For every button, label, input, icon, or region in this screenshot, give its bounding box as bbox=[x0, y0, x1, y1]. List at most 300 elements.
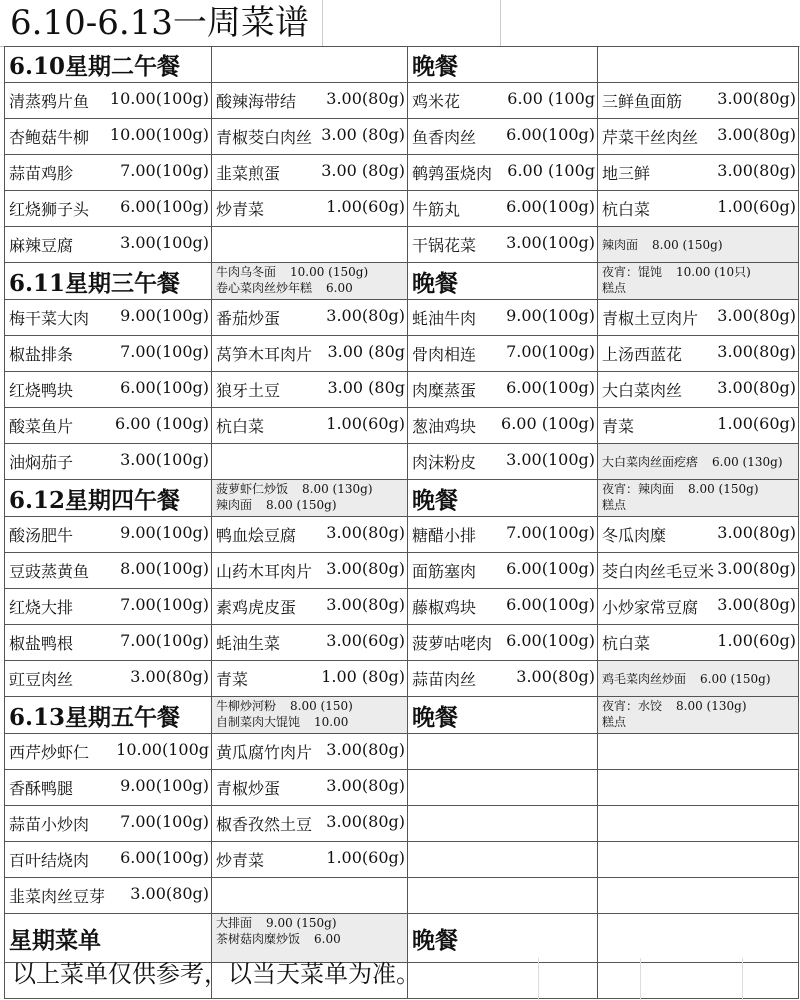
dish-cell bbox=[408, 191, 598, 227]
dish-price: 6.00(100g) bbox=[506, 197, 595, 216]
dish-name: 酸辣海带结 bbox=[216, 92, 297, 111]
dish-name: 山药木耳肉片 bbox=[216, 562, 313, 581]
cell-divider bbox=[742, 958, 743, 1000]
dish-cell bbox=[408, 227, 598, 263]
dish-cell bbox=[212, 119, 408, 155]
dish-cell bbox=[598, 589, 799, 625]
dish-price: 3.00(80g) bbox=[130, 884, 209, 903]
dish-name: 韭菜煎蛋 bbox=[216, 164, 281, 183]
dish-price: 7.00(100g) bbox=[120, 161, 209, 180]
dish-price: 3.00(80g) bbox=[717, 89, 796, 108]
dish-name: 青椒茭白肉丝 bbox=[216, 128, 313, 147]
lunch-header: 6.13星期五午餐 bbox=[5, 697, 212, 734]
dish-price: 6.00 (150g) bbox=[700, 672, 771, 686]
dish-row bbox=[5, 191, 799, 227]
dish-price: 7.00(100g) bbox=[120, 812, 209, 831]
lunch-header: 6.11星期三午餐 bbox=[5, 263, 212, 300]
special-item bbox=[216, 497, 407, 513]
dish-name: 上汤西蓝花 bbox=[602, 345, 683, 364]
dish-cell bbox=[5, 336, 212, 372]
dish-name: 杭白菜 bbox=[216, 417, 265, 436]
dish-cell bbox=[598, 408, 799, 444]
dish-row bbox=[5, 300, 799, 336]
dish-cell bbox=[408, 553, 598, 589]
dish-cell bbox=[598, 517, 799, 553]
dish-row bbox=[5, 119, 799, 155]
dish-price: 3.00(100g) bbox=[506, 450, 595, 469]
dish-name: 番茄炒蛋 bbox=[216, 309, 281, 328]
dish-price: 3.00 (80g bbox=[327, 342, 405, 361]
dish-price: 6.00(100g) bbox=[506, 631, 595, 650]
cell-divider bbox=[640, 958, 641, 1000]
dish-name: 椒盐鸭根 bbox=[9, 634, 74, 653]
special-item bbox=[216, 931, 407, 947]
dish-name: 葱油鸡块 bbox=[412, 417, 477, 436]
cell-divider bbox=[538, 958, 539, 1000]
special-item bbox=[216, 481, 407, 497]
dish-price: 6.00 (100g) bbox=[501, 414, 595, 433]
cell-divider bbox=[322, 0, 323, 46]
dish-name: 炒青菜 bbox=[216, 200, 265, 219]
dish-price: 6.00(100g) bbox=[506, 595, 595, 614]
dish-cell bbox=[212, 83, 408, 119]
dish-name: 西芹炒虾仁 bbox=[9, 743, 90, 762]
dish-price: 3.00(80g) bbox=[516, 667, 595, 686]
dish-cell bbox=[212, 806, 408, 842]
dish-cell bbox=[408, 119, 598, 155]
dish-price: 7.00(100g) bbox=[506, 342, 595, 361]
dish-name: 小炒家常豆腐 bbox=[602, 598, 699, 617]
dish-price: 1.00(60g) bbox=[326, 197, 405, 216]
dish-price: 1.00(60g) bbox=[717, 631, 796, 650]
dish-name: 狼牙土豆 bbox=[216, 381, 281, 400]
dish-price: 3.00(80g) bbox=[717, 306, 796, 325]
dish-price: 1.00(60g) bbox=[717, 197, 796, 216]
dish-name: 豇豆肉丝 bbox=[9, 670, 74, 689]
night-snack-price: 8.00 (150g) bbox=[688, 482, 759, 496]
dish-price: 6.00 (100g bbox=[507, 89, 595, 108]
dish-price: 3.00(80g) bbox=[717, 595, 796, 614]
dish-price: 1.00 (80g) bbox=[321, 667, 405, 686]
dish-name: 青菜 bbox=[216, 670, 249, 689]
dish-cell bbox=[408, 734, 598, 770]
dish-name: 干锅花菜 bbox=[412, 236, 477, 255]
special-dish: 大排面 bbox=[216, 916, 253, 930]
dish-cell bbox=[598, 770, 799, 806]
dish-name: 豆豉蒸黄鱼 bbox=[9, 562, 90, 581]
night-snack-cell bbox=[598, 47, 799, 83]
dish-cell bbox=[5, 842, 212, 878]
dish-price: 6.00(100g) bbox=[120, 378, 209, 397]
dish-name: 骨肉相连 bbox=[412, 345, 477, 364]
dish-cell bbox=[598, 155, 799, 191]
special-dish: 牛柳炒河粉 bbox=[216, 699, 277, 713]
special-price: 8.00 (150g) bbox=[266, 498, 337, 512]
dish-cell bbox=[212, 517, 408, 553]
night-snack-dish: 糕点 bbox=[602, 715, 627, 729]
night-snack-cell bbox=[598, 914, 799, 963]
dinner-header: 晚餐 bbox=[408, 697, 598, 734]
day-header-row bbox=[5, 47, 799, 83]
dish-cell bbox=[598, 661, 799, 697]
special-item bbox=[216, 264, 407, 280]
dish-price: 3.00(80g) bbox=[326, 595, 405, 614]
dish-price: 7.00(100g) bbox=[120, 595, 209, 614]
dish-name: 肉糜蒸蛋 bbox=[412, 381, 477, 400]
night-snack-item bbox=[602, 280, 798, 296]
special-dish: 牛肉乌冬面 bbox=[216, 265, 277, 279]
dish-cell bbox=[408, 517, 598, 553]
dish-price: 3.00(80g) bbox=[717, 559, 796, 578]
dish-price: 3.00 (80g bbox=[327, 378, 405, 397]
night-snack-price bbox=[640, 715, 642, 729]
special-dish: 茶树菇肉糜炒饭 bbox=[216, 932, 301, 946]
night-snack-cell bbox=[598, 697, 799, 734]
dish-cell bbox=[598, 625, 799, 661]
dish-price: 6.00 (130g) bbox=[712, 455, 783, 469]
dish-row bbox=[5, 553, 799, 589]
dish-cell bbox=[598, 372, 799, 408]
dish-price: 8.00(100g) bbox=[120, 559, 209, 578]
dish-row bbox=[5, 842, 799, 878]
lunch-header: 6.12星期四午餐 bbox=[5, 480, 212, 517]
dish-cell bbox=[408, 878, 598, 914]
special-price: 10.00 bbox=[314, 715, 349, 729]
dish-row bbox=[5, 878, 799, 914]
dish-name: 冬瓜肉糜 bbox=[602, 526, 667, 545]
day-header-row bbox=[5, 697, 799, 734]
dish-cell bbox=[212, 155, 408, 191]
dish-price: 3.00(80g) bbox=[326, 776, 405, 795]
dish-name: 莴笋木耳肉片 bbox=[216, 345, 313, 364]
dish-name: 红烧大排 bbox=[9, 598, 74, 617]
dish-name: 杭白菜 bbox=[602, 200, 651, 219]
dish-cell bbox=[5, 734, 212, 770]
dish-row bbox=[5, 625, 799, 661]
dish-price: 3.00(80g) bbox=[326, 523, 405, 542]
dish-cell bbox=[212, 625, 408, 661]
dish-name: 蒜苗肉丝 bbox=[412, 670, 477, 689]
dish-cell bbox=[408, 842, 598, 878]
special-price: 6.00 bbox=[314, 932, 341, 946]
dish-cell bbox=[5, 372, 212, 408]
dish-price: 3.00(80g) bbox=[326, 89, 405, 108]
dish-name: 梅干菜大肉 bbox=[9, 309, 90, 328]
dish-cell bbox=[212, 770, 408, 806]
night-snack-price: 10.00 (10只) bbox=[676, 265, 751, 279]
dish-cell bbox=[408, 806, 598, 842]
dish-cell bbox=[408, 83, 598, 119]
dish-cell bbox=[5, 444, 212, 480]
dish-price: 3.00(80g) bbox=[326, 306, 405, 325]
dish-cell bbox=[408, 444, 598, 480]
dish-price: 10.00(100g) bbox=[109, 125, 209, 144]
night-snack-dish: 夜宵：馄饨 bbox=[602, 265, 663, 279]
dish-name: 大白菜肉丝 bbox=[602, 381, 683, 400]
special-cell bbox=[212, 47, 408, 83]
dish-cell bbox=[598, 300, 799, 336]
dish-cell bbox=[408, 770, 598, 806]
dish-name: 鹌鹑蛋烧肉 bbox=[412, 164, 493, 183]
dish-name: 肉沫粉皮 bbox=[412, 453, 477, 472]
special-item bbox=[216, 280, 407, 296]
dish-cell bbox=[5, 119, 212, 155]
dish-cell bbox=[598, 444, 799, 480]
night-snack-dish: 糕点 bbox=[602, 498, 627, 512]
dish-name: 百叶结烧肉 bbox=[9, 851, 90, 870]
dinner-header: 晚餐 bbox=[408, 480, 598, 517]
dish-cell bbox=[598, 227, 799, 263]
dish-cell bbox=[212, 300, 408, 336]
dish-price: 1.00(60g) bbox=[717, 414, 796, 433]
dish-price: 7.00(100g) bbox=[120, 631, 209, 650]
dish-cell bbox=[5, 553, 212, 589]
dish-cell bbox=[598, 806, 799, 842]
dish-name: 菠萝咕咾肉 bbox=[412, 634, 493, 653]
dish-name: 炒青菜 bbox=[216, 851, 265, 870]
night-snack-dish: 夜宵：辣肉面 bbox=[602, 482, 675, 496]
night-snack-dish: 夜宵：水饺 bbox=[602, 699, 663, 713]
dish-price: 9.00(100g) bbox=[506, 306, 595, 325]
special-dish: 辣肉面 bbox=[216, 498, 253, 512]
dish-cell bbox=[598, 119, 799, 155]
dish-price: 6.00 (100g) bbox=[115, 414, 209, 433]
night-snack-price: 8.00 (130g) bbox=[676, 699, 747, 713]
dish-price: 8.00 (150g) bbox=[652, 238, 723, 252]
dish-cell bbox=[5, 878, 212, 914]
dish-name: 藤椒鸡块 bbox=[412, 598, 477, 617]
dish-cell bbox=[408, 963, 598, 999]
lunch-header: 星期菜单 bbox=[5, 914, 212, 963]
dish-price: 3.00(80g) bbox=[130, 667, 209, 686]
dish-cell bbox=[598, 553, 799, 589]
dish-name: 蒜苗鸡胗 bbox=[9, 164, 74, 183]
dish-cell bbox=[212, 842, 408, 878]
dish-price: 3.00(80g) bbox=[717, 523, 796, 542]
lunch-header: 6.10星期二午餐 bbox=[5, 47, 212, 83]
dish-price: 3.00(100g) bbox=[120, 450, 209, 469]
dish-cell bbox=[212, 372, 408, 408]
dish-name: 韭菜肉丝豆芽 bbox=[9, 887, 106, 906]
dish-name: 素鸡虎皮蛋 bbox=[216, 598, 297, 617]
special-item bbox=[216, 714, 407, 730]
dish-price: 10.00(100g) bbox=[109, 89, 209, 108]
dish-cell bbox=[212, 444, 408, 480]
dish-price: 6.00(100g) bbox=[506, 378, 595, 397]
special-price: 8.00 (150) bbox=[290, 699, 353, 713]
dish-name: 蚝油生菜 bbox=[216, 634, 281, 653]
dish-cell bbox=[5, 806, 212, 842]
day-header-row bbox=[5, 480, 799, 517]
dish-price: 10.00(100g bbox=[116, 740, 209, 759]
dish-price: 3.00(100g) bbox=[120, 233, 209, 252]
dish-cell bbox=[408, 372, 598, 408]
dish-cell bbox=[5, 83, 212, 119]
dish-price: 3.00(80g) bbox=[717, 125, 796, 144]
dish-price: 9.00(100g) bbox=[120, 306, 209, 325]
dish-name: 椒盐排条 bbox=[9, 345, 74, 364]
dish-cell bbox=[212, 589, 408, 625]
dish-cell bbox=[408, 589, 598, 625]
dish-cell bbox=[598, 734, 799, 770]
dish-name: 辣肉面 bbox=[602, 238, 639, 252]
dish-row bbox=[5, 372, 799, 408]
dish-row bbox=[5, 589, 799, 625]
dish-row bbox=[5, 770, 799, 806]
dish-cell bbox=[5, 408, 212, 444]
dish-row bbox=[5, 83, 799, 119]
dish-cell bbox=[5, 227, 212, 263]
dish-name: 三鲜鱼面筋 bbox=[602, 92, 683, 111]
night-snack-item bbox=[602, 497, 798, 513]
night-snack-dish: 糕点 bbox=[602, 281, 627, 295]
dish-name: 鸡毛菜肉丝炒面 bbox=[602, 672, 687, 686]
footer-note: 以上菜单仅供参考，以当天菜单为准。 bbox=[12, 960, 420, 988]
dish-name: 青椒炒蛋 bbox=[216, 779, 281, 798]
dish-cell bbox=[5, 770, 212, 806]
title-bar bbox=[0, 0, 800, 47]
special-dish: 菠萝虾仁炒饭 bbox=[216, 482, 289, 496]
dish-name: 地三鲜 bbox=[602, 164, 651, 183]
dish-name: 红烧鸭块 bbox=[9, 381, 74, 400]
dish-row bbox=[5, 734, 799, 770]
dish-row bbox=[5, 227, 799, 263]
special-dish: 卷心菜肉丝炒年糕 bbox=[216, 281, 313, 295]
dish-row bbox=[5, 336, 799, 372]
dish-price: 7.00(100g) bbox=[120, 342, 209, 361]
night-snack-price bbox=[640, 281, 642, 295]
special-price: 6.00 bbox=[326, 281, 353, 295]
dish-cell bbox=[212, 336, 408, 372]
dish-price: 3.00(60g) bbox=[326, 631, 405, 650]
dish-cell bbox=[408, 625, 598, 661]
dish-price: 3.00(80g) bbox=[326, 812, 405, 831]
night-snack-item bbox=[602, 714, 798, 730]
dish-price: 6.00 (100g bbox=[507, 161, 595, 180]
special-dish: 自制菜肉大馄饨 bbox=[216, 715, 301, 729]
special-cell bbox=[212, 697, 408, 734]
dish-cell bbox=[598, 842, 799, 878]
dish-cell bbox=[5, 191, 212, 227]
dish-name: 糖醋小排 bbox=[412, 526, 477, 545]
dish-price: 6.00(100g) bbox=[120, 848, 209, 867]
dish-cell bbox=[408, 408, 598, 444]
dish-row bbox=[5, 408, 799, 444]
night-snack-cell bbox=[598, 263, 799, 300]
dish-cell bbox=[212, 661, 408, 697]
dish-name: 香酥鸭腿 bbox=[9, 779, 74, 798]
dish-price: 9.00(100g) bbox=[120, 523, 209, 542]
dish-cell bbox=[5, 155, 212, 191]
dish-price: 9.00(100g) bbox=[120, 776, 209, 795]
dish-cell bbox=[5, 589, 212, 625]
special-price: 9.00 (150g) bbox=[266, 916, 337, 930]
dish-price: 6.00(100g) bbox=[120, 197, 209, 216]
day-header-row bbox=[5, 263, 799, 300]
night-snack-item bbox=[602, 481, 798, 497]
page-title: 6.10-6.13一周菜谱 bbox=[10, 3, 309, 43]
dinner-header: 晚餐 bbox=[408, 47, 598, 83]
dish-name: 红烧狮子头 bbox=[9, 200, 90, 219]
dish-name: 清蒸鸦片鱼 bbox=[9, 92, 90, 111]
dish-cell bbox=[5, 661, 212, 697]
dish-price: 3.00(80g) bbox=[326, 740, 405, 759]
special-cell bbox=[212, 480, 408, 517]
dish-name: 酸菜鱼片 bbox=[9, 417, 74, 436]
special-price: 10.00 (150g) bbox=[290, 265, 369, 279]
special-item bbox=[216, 698, 407, 714]
dish-row bbox=[5, 517, 799, 553]
night-snack-item bbox=[602, 264, 798, 280]
dish-cell bbox=[408, 300, 598, 336]
dish-cell bbox=[212, 878, 408, 914]
dish-cell bbox=[408, 336, 598, 372]
dish-name: 鸭血烩豆腐 bbox=[216, 526, 297, 545]
dish-row bbox=[5, 806, 799, 842]
dish-name: 茭白肉丝毛豆米 bbox=[602, 562, 715, 581]
dish-price: 3.00(100g) bbox=[506, 233, 595, 252]
dish-price: 6.00(100g) bbox=[506, 559, 595, 578]
dish-cell bbox=[5, 625, 212, 661]
dinner-header: 晚餐 bbox=[408, 914, 598, 963]
dish-name: 鱼香肉丝 bbox=[412, 128, 477, 147]
special-price: 8.00 (130g) bbox=[302, 482, 373, 496]
dish-name: 青菜 bbox=[602, 417, 635, 436]
dish-cell bbox=[212, 227, 408, 263]
dish-price: 6.00(100g) bbox=[506, 125, 595, 144]
dish-name: 鸡米花 bbox=[412, 92, 461, 111]
dish-price: 1.00(60g) bbox=[326, 848, 405, 867]
dish-name: 椒香孜然土豆 bbox=[216, 815, 313, 834]
cell-divider bbox=[500, 0, 501, 46]
dish-cell bbox=[5, 517, 212, 553]
dish-name: 芹菜干丝肉丝 bbox=[602, 128, 699, 147]
night-snack-price bbox=[640, 498, 642, 512]
dish-cell bbox=[598, 191, 799, 227]
dish-cell bbox=[212, 408, 408, 444]
dish-price: 7.00(100g) bbox=[506, 523, 595, 542]
dish-price: 1.00(60g) bbox=[326, 414, 405, 433]
dish-cell bbox=[598, 878, 799, 914]
dish-row bbox=[5, 444, 799, 480]
dish-name: 杭白菜 bbox=[602, 634, 651, 653]
special-cell bbox=[212, 263, 408, 300]
dish-cell bbox=[598, 83, 799, 119]
dish-name: 麻辣豆腐 bbox=[9, 236, 74, 255]
dinner-header: 晚餐 bbox=[408, 263, 598, 300]
dish-name: 面筋塞肉 bbox=[412, 562, 477, 581]
dish-price: 3.00 (80g) bbox=[321, 125, 405, 144]
dish-price: 3.00(80g) bbox=[717, 161, 796, 180]
dish-price: 3.00 (80g) bbox=[321, 161, 405, 180]
dish-name: 大白菜肉丝面疙瘩 bbox=[602, 455, 699, 469]
dish-cell bbox=[212, 734, 408, 770]
dish-name: 蚝油牛肉 bbox=[412, 309, 477, 328]
dish-name: 黄瓜腐竹肉片 bbox=[216, 743, 313, 762]
weekly-menu-table bbox=[4, 46, 799, 999]
night-snack-cell bbox=[598, 480, 799, 517]
dish-name: 酸汤肥牛 bbox=[9, 526, 74, 545]
dish-name: 蒜苗小炒肉 bbox=[9, 815, 90, 834]
dish-price: 3.00(80g) bbox=[717, 378, 796, 397]
dish-price: 3.00(80g) bbox=[326, 559, 405, 578]
dish-cell bbox=[598, 963, 799, 999]
dish-name: 杏鲍菇牛柳 bbox=[9, 128, 90, 147]
dish-cell bbox=[212, 553, 408, 589]
dish-price: 3.00(80g) bbox=[717, 342, 796, 361]
dish-name: 青椒土豆肉片 bbox=[602, 309, 699, 328]
dish-row bbox=[5, 661, 799, 697]
